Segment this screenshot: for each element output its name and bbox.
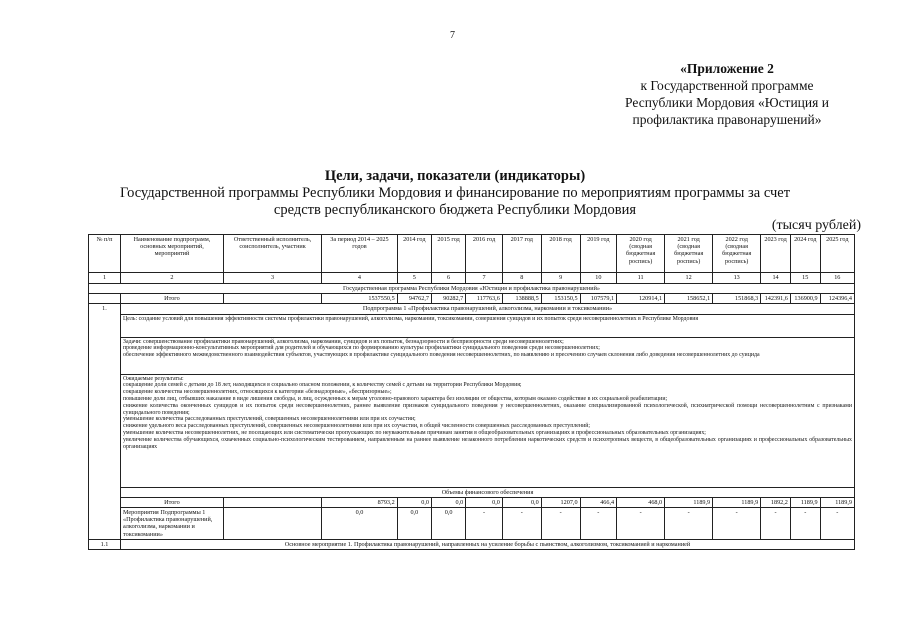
total-value: 158652,1	[665, 294, 713, 304]
header-cell: 2020 год (сводная бюджетная роспись)	[617, 235, 665, 273]
program-total-row	[89, 294, 855, 304]
header-cell: 2016 год	[466, 235, 503, 273]
subprogram-total-value: 1189,9	[790, 497, 820, 507]
total-value: 120914,1	[617, 294, 665, 304]
column-number: 5	[397, 273, 431, 284]
total-value: 1537550,5	[322, 294, 397, 304]
header-cell: 2018 год	[541, 235, 580, 273]
measures-value: -	[541, 508, 580, 540]
empty-cell	[223, 294, 321, 304]
program-table	[88, 234, 855, 550]
column-number: 14	[761, 273, 791, 284]
main-activity-title: Основное мероприятие 1. Профилактика правонарушений, направленных на усиление борьбы с пьянством, алкоголизмом, токсикоманией и наркоманией	[121, 539, 855, 549]
units-label: (тысяч рублей)	[771, 218, 861, 233]
header-cell: 2015 год	[431, 235, 465, 273]
column-number: 6	[431, 273, 465, 284]
subprogram-total-value: 8793,2	[322, 497, 397, 507]
subprogram-total-label: Итого	[121, 497, 224, 507]
appendix-title: «Приложение 2	[680, 61, 774, 76]
subprogram-goal-row	[89, 314, 855, 337]
program-title: Государственная программа Республики Мордовия «Юстиция и профилактика правонарушений»	[89, 284, 855, 294]
column-number: 2	[121, 273, 224, 284]
column-number: 3	[223, 273, 321, 284]
column-number: 8	[502, 273, 541, 284]
funding-header-row	[89, 487, 855, 497]
program-title-row	[89, 284, 855, 294]
document-heading	[95, 168, 815, 219]
empty-cell	[223, 497, 321, 507]
column-number: 1	[89, 273, 121, 284]
main-activity-row	[89, 539, 855, 549]
column-number: 7	[466, 273, 503, 284]
document-title: Цели, задачи, показатели (индикаторы)	[324, 168, 586, 184]
subprogram-total-value: 0,0	[397, 497, 431, 507]
measures-value: -	[790, 508, 820, 540]
header-cell: Наименование подпрограмм, основных мероприятий, мероприятий	[121, 235, 224, 273]
measures-value: -	[761, 508, 791, 540]
measures-value: 0,0	[431, 508, 465, 540]
total-value: 90282,7	[431, 294, 465, 304]
total-value: 142391,6	[761, 294, 791, 304]
subprogram-total-value: 1189,9	[665, 497, 713, 507]
empty-cell	[223, 508, 321, 540]
total-value: 151868,3	[713, 294, 761, 304]
table-header-row	[89, 235, 855, 273]
measures-value: -	[502, 508, 541, 540]
total-value: 138888,5	[502, 294, 541, 304]
subprogram-tasks: Задачи: совершенствование профилактики правонарушений, алкоголизма, наркомании, суицидов и их попыток, безнадзорности и беспризорности среди несовершеннолетних; проведение информационно-консультативных мероприятий для родителей и обучающихся по формированию культуры профилактики суицидального поведения среди несовершеннолетних; обеспечение эффективного межведомственного взаимодействия субъектов, участвующих в профилактике суицидального поведения несовершеннолетних, по выявлению и пресечению случаев склонения либо доведения несовершеннолетних до суицида	[121, 337, 855, 374]
subprogram-results: Ожидаемые результаты: сокращение доли семей с детьми до 18 лет, находящихся в социально опасном положении, к количеству семей с детьми на территории Республики Мордовия; сокращение количества несовершеннолетних, относящихся к категории «безнадзорные», «беспризорные»; повышение доли лиц, отбывших наказание в виде лишения свободы, и лиц, осужденных к мерам уголовно-правового характера без изоляции от общества, которым оказано содействие в их социальной реабилитации; снижение количества оконченных суицидов и их попыток среди несовершеннолетних, раннее выявление признаков суицидального поведения у несовершеннолетних, оказание специализированной психологической, психиатрической помощи несовершеннолетним с признаками суицидального поведения; уменьшение количества расследованных преступлений, совершенных несовершеннолетними или при их соучастии; снижение удельного веса расследованных преступлений, совершенных несовершеннолетними или при их соучастии, в общей численности совершенных расследованных преступлений; уменьшение количества несовершеннолетних, не посещающих или систематически пропускающих по неуважительным причинам занятия в общеобразовательных организациях и профессиональных образовательных организациях; увеличение количества обучающихся, охваченных социально-психологическим тестированием, направленным на раннее выявление незаконного потребления наркотических средств и психотропных веществ, в общеобразовательных организациях и профессиональных образовательных организациях	[121, 374, 855, 487]
total-value: 153150,5	[541, 294, 580, 304]
page-number: 7	[450, 30, 455, 41]
subprogram-number: 1.	[89, 304, 121, 539]
column-number: 12	[665, 273, 713, 284]
total-label: Итого	[121, 294, 224, 304]
column-number: 10	[580, 273, 617, 284]
subprogram-total-value: 0,0	[502, 497, 541, 507]
appendix-line: Республики Мордовия «Юстиция и	[625, 95, 829, 110]
header-cell: 2019 год	[580, 235, 617, 273]
subprogram-tasks-row	[89, 337, 855, 374]
measures-value: -	[820, 508, 854, 540]
header-cell: Ответственный исполнитель, соисполнитель, участник	[223, 235, 321, 273]
subprogram-total-row	[89, 497, 855, 507]
empty-cell	[89, 294, 121, 304]
header-cell: 2017 год	[502, 235, 541, 273]
header-cell: За период 2014 – 2025 годов	[322, 235, 397, 273]
document-subtitle: Государственной программы Республики Мордовия и финансирование по мероприятиям программы за счет средств республиканского бюджета Республики Мордовия	[119, 185, 791, 218]
total-value: 94762,7	[397, 294, 431, 304]
column-number: 9	[541, 273, 580, 284]
column-number: 13	[713, 273, 761, 284]
measures-label: Мероприятия Подпрограммы 1 «Профилактика правонарушений, алкоголизма, наркомании и токсикомании»	[121, 508, 224, 540]
header-cell: № п/п	[89, 235, 121, 273]
subprogram-measures-row	[89, 508, 855, 540]
subprogram-total-value: 466,4	[580, 497, 617, 507]
subprogram-total-value: 0,0	[431, 497, 465, 507]
total-value: 136900,9	[790, 294, 820, 304]
header-cell: 2014 год	[397, 235, 431, 273]
appendix-line: профилактика правонарушений»	[632, 112, 822, 127]
subprogram-results-row	[89, 374, 855, 487]
column-number: 16	[820, 273, 854, 284]
column-number: 4	[322, 273, 397, 284]
measures-value: 0,0	[397, 508, 431, 540]
header-cell: 2021 год (сводная бюджетная роспись)	[665, 235, 713, 273]
main-activity-number: 1.1	[89, 539, 121, 549]
subprogram-total-value: 468,0	[617, 497, 665, 507]
subprogram-goal: Цель: создание условий для повышения эффективности системы профилактики правонарушений, алкоголизма, наркомании, токсикомании, совершения суицидов и их попыток среди несовершеннолетних в Республике Мордовия	[121, 314, 855, 337]
subprogram-total-value: 1189,9	[713, 497, 761, 507]
header-cell: 2022 год (сводная бюджетная роспись)	[713, 235, 761, 273]
subprogram-total-value: 1892,2	[761, 497, 791, 507]
total-value: 124396,4	[820, 294, 854, 304]
total-value: 117763,6	[466, 294, 503, 304]
measures-value: -	[617, 508, 665, 540]
header-cell: 2024 год	[790, 235, 820, 273]
measures-value: -	[466, 508, 503, 540]
subprogram-title: Подпрограмма 1 «Профилактика правонарушений, алкоголизма, наркомании и токсикомании»	[121, 304, 855, 314]
column-number: 15	[790, 273, 820, 284]
header-cell: 2023 год	[761, 235, 791, 273]
appendix-block	[597, 60, 857, 128]
subprogram-total-value: 1189,9	[820, 497, 854, 507]
column-number: 11	[617, 273, 665, 284]
header-cell: 2025 год	[820, 235, 854, 273]
subprogram-total-value: 1207,0	[541, 497, 580, 507]
measures-value: 0,0	[322, 508, 397, 540]
funding-header: Объемы финансового обеспечения	[121, 487, 855, 497]
measures-value: -	[665, 508, 713, 540]
column-number-row	[89, 273, 855, 284]
subprogram-total-value: 0,0	[466, 497, 503, 507]
measures-value: -	[713, 508, 761, 540]
measures-value: -	[580, 508, 617, 540]
appendix-line: к Государственной программе	[640, 78, 814, 93]
subprogram-title-row	[89, 304, 855, 314]
total-value: 107579,1	[580, 294, 617, 304]
